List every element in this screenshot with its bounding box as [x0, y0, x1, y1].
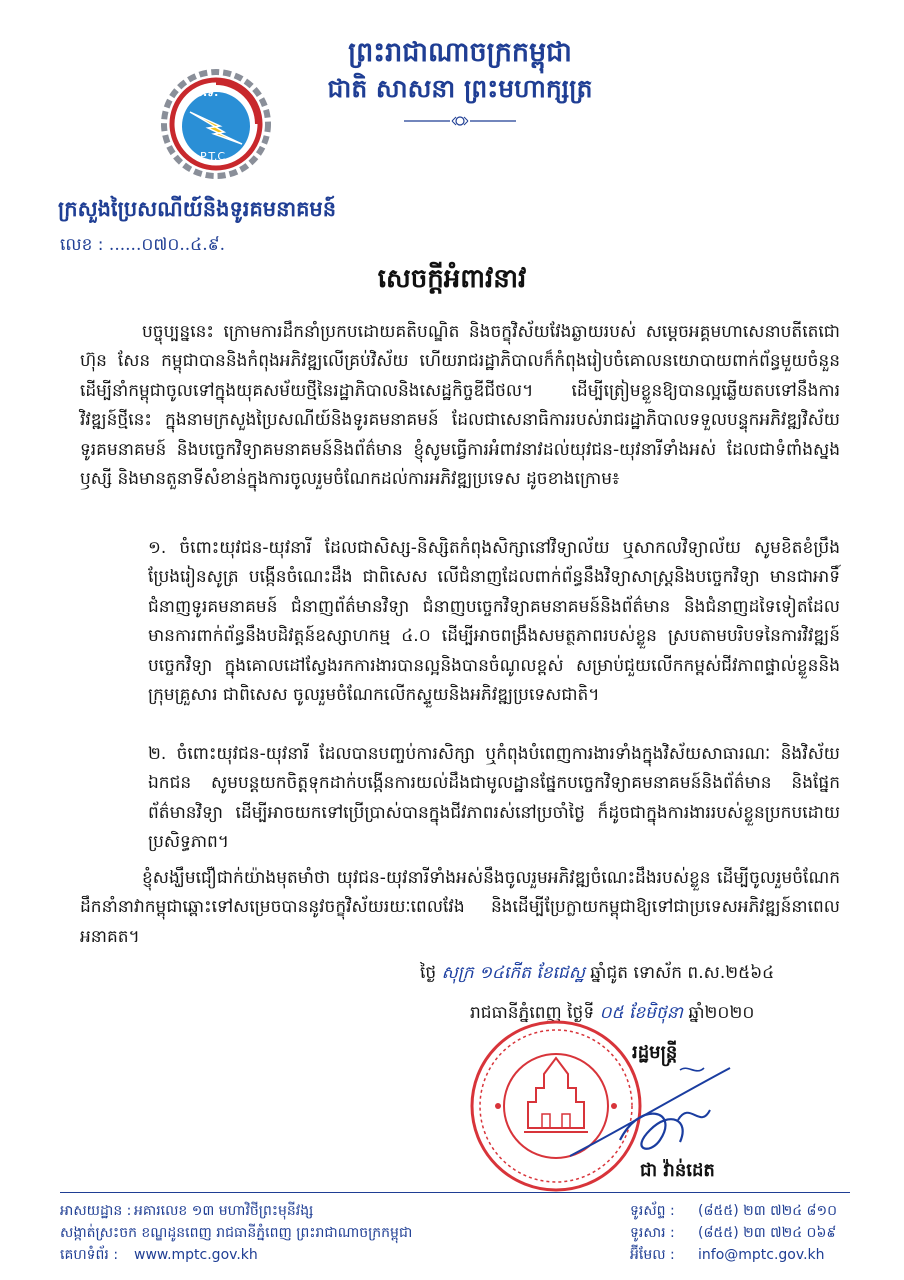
website-link[interactable]: www.mptc.gov.kh [134, 1247, 258, 1263]
website-row [60, 1244, 560, 1266]
website-label: គេហទំព័រ : [60, 1247, 119, 1263]
address-value: អគារលេខ ១៣ មហាវិថីព្រះមុនីវង្ស [134, 1203, 314, 1219]
email-label: អ៊ីមែល : [630, 1247, 675, 1263]
ref-label: លេខ : [60, 235, 104, 255]
signatory-role: រដ្ឋមន្ត្រី [632, 1042, 678, 1063]
footer-divider [60, 1192, 850, 1193]
city-prefix: រាជធានីភ្នំពេញ ថ្ងៃទី [470, 1003, 595, 1023]
lunar-suffix: ឆ្នាំជូត ទោស័ក ព.ស.២៥៦៤ [590, 963, 775, 983]
address-row [60, 1200, 560, 1222]
logo-top-text: ប.ទ. [196, 86, 219, 99]
address-line2 [60, 1222, 560, 1244]
fax-value: (៨៥៥) ២៣ ៧២៤ ០៦៩ [698, 1225, 837, 1241]
ref-value: ......០៧០..៤.៩. [108, 235, 226, 255]
closing-paragraph: ខ្ញុំសង្ឃឹមជឿជាក់យ៉ាងមុតមាំថា យុវជន-យុវនារីទាំងអស់នឹងចូលរួមអភិវឌ្ឍចំណេះដឹងរបស់ខ្លួន ដើម្បីចូលរួមចំណែកដឹកនាំនាវាកម្ពុជាឆ្ពោះទៅសម្រេចបាននូវចក្ខុវិស័យរយៈពេលវែង និងដើម្បីប្រែក្លាយកម្ពុជាឱ្យទៅជាប្រទេសអភិវឌ្ឍន៍នាពេលអនាគត។ [80, 868, 840, 947]
address-line2-value: សង្កាត់ស្រះចក ខណ្ឌដូនពេញ រាជធានីភ្នំពេញ ព្រះរាជាណាចក្រកម្ពុជា [60, 1225, 413, 1241]
list-item-1: ១. ចំពោះយុវជន-យុវនារី ដែលជាសិស្ស-និស្សិតកំពុងសិក្សានៅវិទ្យាល័យ ឬសាកលវិទ្យាល័យ សូមខិតខំប្រឹងប្រែងរៀនសូត្រ បង្កើនចំណេះដឹង ជាពិសេស លើជំនាញដែលពាក់ព័ន្ធនឹងវិទ្យាសាស្ត្រនិងបច្ចេកវិទ្យា មានជាអាទិ៍ ជំនាញទូរគមនាគមន៍ ជំនាញព័ត៌មានវិទ្យា ជំនាញបច្ចេកវិទ្យាគមនាគមន៍និងព័ត៌មាន និងជំនាញដទៃទៀតដែលមានការពាក់ព័ន្ធនឹងបដិវត្តន៍ឧស្សាហកម្ម ៤.០ ដើម្បីអាចពង្រឹងសមត្ថភាពរបស់ខ្លួន ស្របតាមបរិបទនៃការវិវឌ្ឍន៍បច្ចេកវិទ្យា ក្នុងគោលដៅស្វែងរកការងារបានល្អនិងបានចំណូលខ្ពស់ សម្រាប់ជួយលើកកម្ពស់ជីវភាពផ្ទាល់ខ្លួននិងក្រុមគ្រួសារ ជាពិសេស ចូលរួមចំណែកលើកស្ទួយនិងអភិវឌ្ឍប្រទេសជាតិ។ [148, 538, 840, 706]
signatory-name: ជា វ៉ាន់ដេត [640, 1160, 715, 1181]
address-label: អាសយដ្ឋាន : [60, 1203, 132, 1219]
document-title: សេចក្តីអំពាវនាវ [377, 264, 527, 294]
kingdom-title: ព្រះរាជាណាចក្រកម្ពុជា [348, 37, 572, 68]
ornament-divider [400, 114, 520, 128]
handwritten-signature [560, 1060, 760, 1170]
footer-left [60, 1200, 560, 1266]
lunar-handwritten: សុក្រ ១៤កើត ខែជេស្ឋ [441, 963, 585, 983]
logo-bottom-text: P.T.C [200, 150, 226, 163]
intro-paragraph: បច្ចុប្បន្ននេះ ក្រោមការដឹកនាំប្រកបដោយគតិបណ្ឌិត និងចក្ខុវិស័យវែងឆ្ងាយរបស់ សម្តេចអគ្គមហាសេនាបតីតេជោ ហ៊ុន សែន កម្ពុជាបាននិងកំពុងអភិវឌ្ឍលើគ្រប់វិស័យ ហើយរាជរដ្ឋាភិបាលក៏កំពុងរៀបចំគោលនយោបាយពាក់ព័ន្ធមួយចំនួន ដើម្បីនាំកម្ពុជាចូលទៅក្នុងយុគសម័យថ្មីនៃរដ្ឋាភិបាលនិងសេដ្ឋកិច្ចឌីជីថល។ ដើម្បីត្រៀមខ្លួនឱ្យបានល្អឆ្លើយតបទៅនឹងការវិវឌ្ឍន៍ថ្មីនេះ ក្នុងនាមក្រសួងប្រៃសណីយ៍និងទូរគមនាគមន៍ ដែលជាសេនាធិការរបស់រាជរដ្ឋាភិបាលទទួលបន្ទុកអភិវឌ្ឍវិស័យទូរគមនាគមន៍ និងបច្ចេកវិទ្យាគមនាគមន៍និងព័ត៌មាន ខ្ញុំសូមធ្វើការអំពាវនាវដល់យុវជន-យុវនារីទាំងអស់ ដែលជាទំពាំងស្នងឫស្សី និងមានតួនាទីសំខាន់ក្នុងការចូលរួមចំណែកដល់ការអភិវឌ្ឍប្រទេស ដូចខាងក្រោម៖ [80, 322, 840, 490]
footer-right [630, 1200, 860, 1266]
month-handwritten: ខែមិថុនា [629, 1003, 683, 1023]
fax-row [630, 1222, 860, 1244]
lunar-date [420, 962, 850, 987]
phone-row [630, 1200, 860, 1222]
email-row [630, 1244, 860, 1266]
ministry-name: ក្រសួងប្រៃសណីយ៍និងទូរគមនាគមន៍ [58, 196, 337, 221]
day-handwritten: ០៥ [599, 1003, 624, 1023]
lunar-prefix: ថ្ងៃ [420, 963, 437, 983]
reference-number [60, 234, 225, 259]
email-link[interactable]: info@mptc.gov.kh [698, 1247, 825, 1263]
year: ឆ្នាំ២០២០ [688, 1003, 755, 1023]
list-item-2: ២. ចំពោះយុវជន-យុវនារី ដែលបានបញ្ចប់ការសិក្សា ឬកំពុងបំពេញការងារទាំងក្នុងវិស័យសាធារណៈ និងវិស័យឯកជន សូមបន្តយកចិត្តទុកដាក់បង្កើនការយល់ដឹងជាមូលដ្ឋានផ្នែកបច្ចេកវិទ្យាគមនាគមន៍និងព័ត៌មាន និងផ្នែកព័ត៌មានវិទ្យា ដើម្បីអាចយកទៅប្រើប្រាស់បានក្នុងជីវភាពរស់នៅប្រចាំថ្ងៃ ក៏ដូចជាក្នុងការងាររបស់ខ្លួនប្រកបដោយប្រសិទ្ធភាព។ [148, 744, 840, 853]
national-motto: ជាតិ សាសនា ព្រះមហាក្សត្រ [327, 74, 593, 103]
ministry-logo [160, 68, 272, 180]
fax-label: ទូរសារ : [630, 1225, 675, 1241]
phone-label: ទូរស័ព្ទ : [630, 1203, 675, 1219]
phone-value: (៨៥៥) ២៣ ៧២៤ ៨១០ [698, 1203, 837, 1219]
